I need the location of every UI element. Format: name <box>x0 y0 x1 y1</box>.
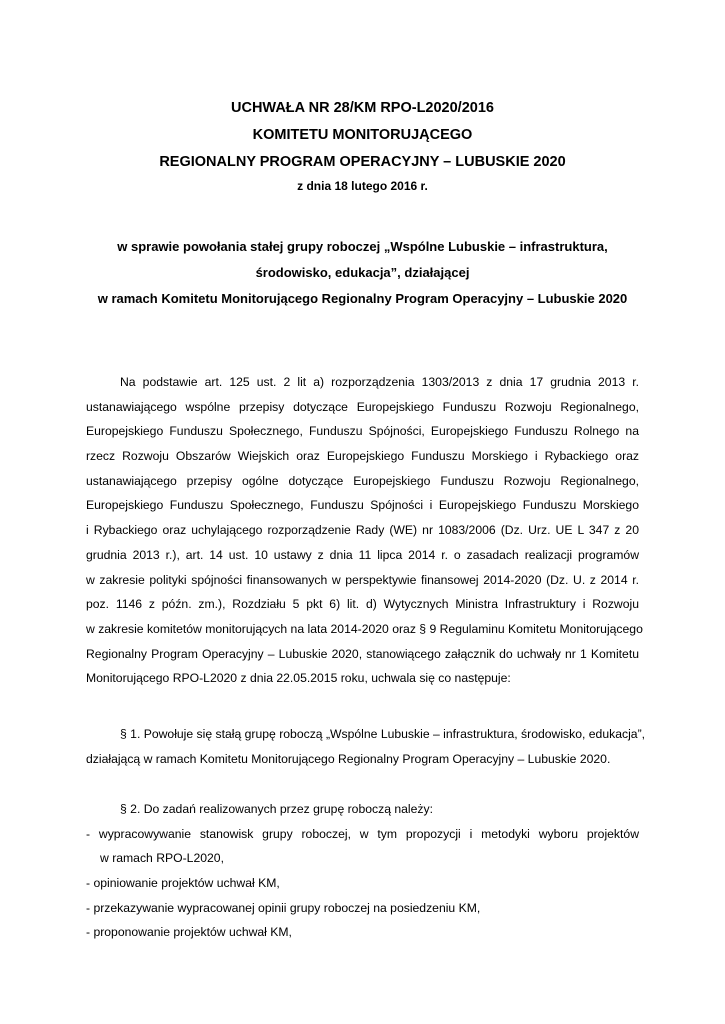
paragraph-1-line-2: działającą w ramach Komitetu Monitorującego Regionalny Program Operacyjny – Lubuskie 2020. <box>86 751 611 766</box>
task-item-1: - wypracowywanie stanowisk grupy roboczej, w tym propozycji i metodyki wyboru projektów <box>86 826 639 841</box>
preamble-paragraph <box>86 370 643 691</box>
task-item-1-continuation: w ramach RPO-L2020, <box>100 851 224 866</box>
paragraph-1-line-1: § 1. Powołuje się stałą grupę roboczą „Wspólne Lubuskie – infrastruktura, środowisko, edukacja”, <box>120 727 646 741</box>
task-item-2: - opiniowanie projektów uchwał KM, <box>86 876 280 891</box>
preamble-line: Na podstawie art. 125 ust. 2 lit a) rozporządzenia 1303/2013 z dnia 17 grudnia 2013 r. <box>120 375 639 389</box>
paragraph-1 <box>86 722 646 771</box>
resolution-subject <box>86 234 639 312</box>
subject-line-3: w ramach Komitetu Monitorującego Regionalny Program Operacyjny – Lubuskie 2020 <box>97 291 628 306</box>
programme-name: REGIONALNY PROGRAM OPERACYJNY – LUBUSKIE 2020 <box>159 154 566 170</box>
preamble-line: rzecz Rozwoju Obszarów Wiejskich oraz Europejskiego Funduszu Morskiego i Rybackiego oraz <box>86 449 639 464</box>
preamble-line: poz. 1146 z późn. zm.), Rozdziału 5 pkt 6) lit. d) Wytycznych Ministra Infrastruktury i Rozwoju <box>86 597 639 612</box>
preamble-line: ustanawiającego przepisy ogólne dotyczące Europejskiego Funduszu Rozwoju Regionalnego, <box>86 473 639 488</box>
preamble-line: Monitorującego RPO-L2020 z dnia 22.05.2015 roku, uchwala się co następuje: <box>86 671 511 686</box>
task-item-4: - proponowanie projektów uchwał KM, <box>86 925 292 940</box>
paragraph-2-heading: § 2. Do zadań realizowanych przez grupę roboczą należy: <box>120 802 433 816</box>
resolution-number: UCHWAŁA NR 28/KM RPO-L2020/2016 <box>231 100 494 116</box>
preamble-line: w zakresie komitetów monitorujących na lata 2014-2020 oraz § 9 Regulaminu Komitetu Monitorującego <box>86 621 643 636</box>
preamble-line: w zakresie polityki spójności finansowanych w perspektywie finansowej 2014-2020 (Dz. U. z 2014 r. <box>86 572 639 587</box>
subject-line-2: środowisko, edukacja”, działającej <box>255 265 470 280</box>
task-item-3: - przekazywanie wypracowanej opinii grupy roboczej na posiedzeniu KM, <box>86 900 481 915</box>
preamble-line: i Rybackiego oraz uchylającego rozporządzenie Rady (WE) nr 1083/2006 (Dz. Urz. UE L 347 z 20 <box>86 523 639 538</box>
preamble-line: ustanawiającego wspólne przepisy dotyczące Europejskiego Funduszu Rozwoju Regionalnego, <box>86 399 639 414</box>
preamble-line: grudnia 2013 r.), art. 14 ust. 10 ustawy z dnia 11 lipca 2014 r. o zasadach realizacji programów <box>86 547 639 562</box>
preamble-line: Europejskiego Funduszu Społecznego, Funduszu Spójności i Europejskiego Funduszu Morskiego <box>86 498 639 513</box>
committee-name: KOMITETU MONITORUJĄCEGO <box>252 127 473 143</box>
resolution-header <box>86 95 639 196</box>
resolution-date: z dnia 18 lutego 2016 r. <box>297 179 428 193</box>
preamble-line: Regionalny Program Operacyjny – Lubuskie 2020, stanowiącego załącznik do uchwały nr 1 Komitetu <box>86 646 639 661</box>
paragraph-2 <box>86 797 639 945</box>
preamble-line: Europejskiego Funduszu Społecznego, Funduszu Spójności, Europejskiego Funduszu Rolnego na <box>86 424 639 439</box>
subject-line-1: w sprawie powołania stałej grupy roboczej „Wspólne Lubuskie – infrastruktura, <box>117 239 608 254</box>
